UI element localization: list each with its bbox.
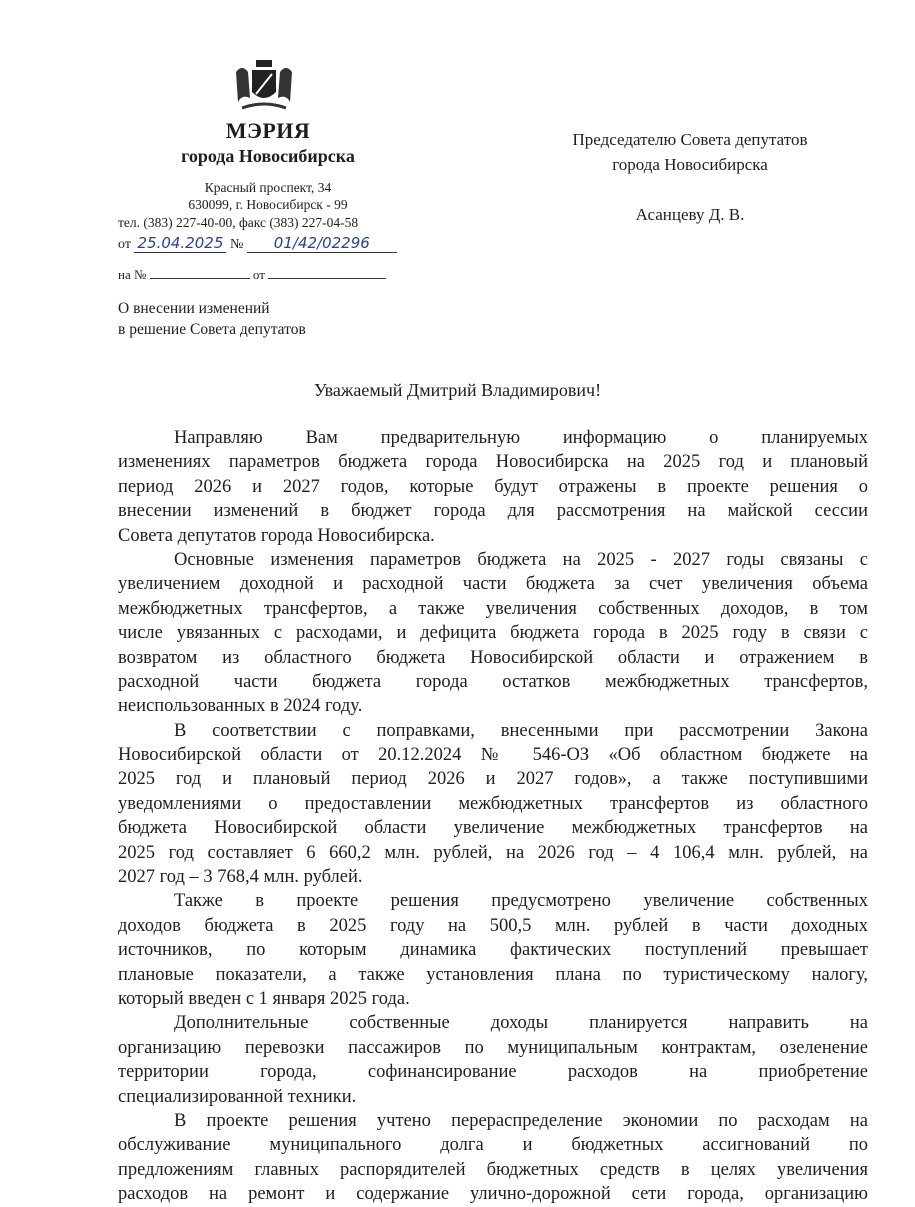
text-line: межбюджетных трансфертов, а также увеличения собственных доходов, в том: [118, 598, 868, 619]
text-line: 2025 год и плановый период 2026 и 2027 годов», а также поступившими: [118, 769, 868, 790]
handwritten-date: 25.04.2025: [134, 234, 226, 253]
reply-from: от: [252, 267, 265, 282]
subject: [118, 298, 306, 340]
text-line: 2025 год составляет 6 660,2 млн. рублей, на 2026 год – 4 106,4 млн. рублей, на: [118, 842, 868, 863]
coat-of-arms-icon: [232, 58, 296, 118]
text-line: возвратом из областного бюджета Новосибирской области и отражением в: [118, 647, 868, 668]
text-line: Также в проекте решения предусмотрено увеличение собственных: [174, 891, 868, 912]
text-line: увеличением доходной и расходной части бюджета за счет увеличения объема: [118, 574, 868, 595]
text-line: плановые показатели, а также установления плана по туристическому налогу,: [118, 964, 868, 985]
date-prefix: от: [118, 237, 131, 252]
addressee-title: Председателю Совета депутатов: [572, 130, 808, 149]
paragraph: [118, 719, 868, 890]
reply-number-blank: [150, 266, 250, 279]
org-name: МЭРИЯ: [225, 118, 311, 143]
text-line: внесении изменений в бюджет города для рассмотрения на майской сессии: [118, 501, 868, 522]
registration-line: [118, 234, 418, 253]
org-city: города Новосибирска: [181, 146, 355, 166]
text-line: Совета депутатов города Новосибирска.: [118, 525, 435, 546]
text-line: доходов бюджета в 2025 году на 500,5 млн. рублей в части доходных: [118, 915, 868, 936]
paragraph: [118, 889, 868, 1011]
text-line: числе увязанных с расходами, и дефицита бюджета города в 2025 году в связи с: [118, 623, 868, 644]
reply-date-blank: [268, 266, 386, 279]
phone-line: тел. (383) 227-40-00, факс (383) 227-04-58: [118, 215, 359, 230]
paragraph: [118, 426, 868, 548]
text-line: уведомлениями о предоставлении межбюджетных трансфертов из областного: [118, 793, 868, 814]
text-line: организацию перевозки пассажиров по муниципальным контрактам, озеленение: [118, 1037, 868, 1058]
text-line: расходной части бюджета города остатков межбюджетных трансфертов,: [118, 671, 868, 692]
paragraph: [118, 1011, 868, 1109]
text-line: В проекте решения учтено перераспределение экономии по расходам на: [174, 1110, 868, 1131]
text-line: период 2026 и 2027 годов, которые будут отражены в проекте решения о: [118, 476, 868, 497]
letter-body: [118, 426, 868, 1207]
text-line: специализированной техники.: [118, 1086, 357, 1107]
text-line: Направляю Вам предварительную информацию о планируемых: [174, 428, 868, 448]
text-line: изменениях параметров бюджета города Новосибирска на 2025 год и плановый: [118, 452, 868, 473]
address-line: Красный проспект, 34: [204, 180, 332, 195]
subject-line: в решение Совета депутатов: [118, 321, 306, 338]
text-line: Новосибирской области от 20.12.2024 № 546-ОЗ «Об областном бюджете на: [118, 745, 868, 766]
handwritten-number: 01/42/02296: [247, 234, 397, 253]
text-line: В соответствии с поправками, внесенными при рассмотрении Закона: [174, 720, 868, 741]
addressee-name: Асанцеву Д. В.: [635, 205, 745, 224]
text-line: неиспользованных в 2024 году.: [118, 696, 363, 717]
addressee-city: города Новосибирска: [612, 155, 768, 174]
text-line: который введен с 1 января 2025 года.: [118, 988, 410, 1009]
text-line: Дополнительные собственные доходы планируется направить на: [174, 1013, 868, 1034]
text-line: обслуживание муниципального долга и бюджетных ассигнований по: [118, 1135, 868, 1156]
greeting: Уважаемый Дмитрий Владимирович!: [313, 380, 602, 400]
text-line: бюджета Новосибирской области увеличение межбюджетных трансфертов на: [118, 818, 868, 839]
text-line: источников, по которым динамика фактических поступлений превышает: [118, 940, 868, 961]
paragraph: [118, 548, 868, 719]
text-line: расходов на ремонт и содержание улично-дорожной сети города, организацию: [118, 1184, 868, 1205]
text-line: территории города, софинансирование расходов на приобретение: [118, 1062, 868, 1083]
subject-line: О внесении изменений: [118, 300, 270, 317]
reply-prefix: на №: [118, 267, 147, 282]
reply-line: [118, 266, 418, 283]
text-line: Основные изменения параметров бюджета на 2025 - 2027 годы связаны с: [174, 549, 868, 570]
text-line: 2027 год – 3 768,4 млн. рублей.: [118, 867, 363, 888]
text-line: предложениям главных распорядителей бюджетных средств в целях увеличения: [118, 1159, 868, 1180]
number-prefix: №: [229, 237, 244, 252]
addressee: [510, 127, 870, 227]
paragraph: [118, 1109, 868, 1207]
address-line: 630099, г. Новосибирск - 99: [188, 197, 348, 212]
